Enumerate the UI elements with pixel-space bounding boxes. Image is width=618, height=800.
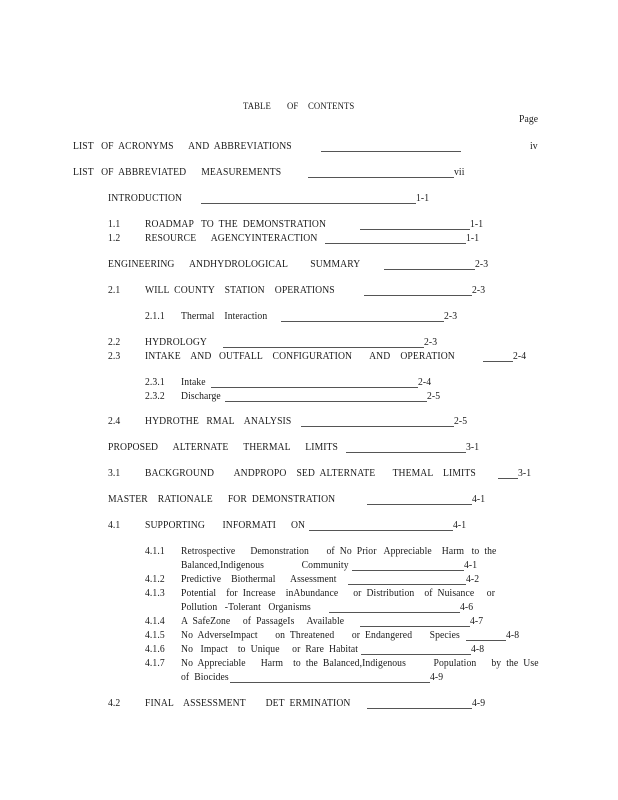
toc-entry-page: 2-3 [444, 311, 458, 322]
toc-entry-page: 4-7 [470, 616, 484, 627]
toc-entry-label: A SafeZone of PassageIs Available [181, 616, 345, 627]
leader-line [346, 452, 466, 453]
toc-entry-label: WILL COUNTY STATION OPERATIONS [145, 285, 335, 296]
toc-entry-number: 4.1.5 [145, 630, 165, 641]
toc-entry-page: 2-3 [475, 259, 489, 270]
toc-entry-page: 4-8 [506, 630, 520, 641]
leader-line [281, 321, 444, 322]
leader-line [301, 426, 454, 427]
toc-entry-label: Discharge [181, 391, 221, 402]
toc-entry-number: 4.1.3 [145, 588, 165, 599]
toc-entry-number: 4.1.6 [145, 644, 165, 655]
leader-line [223, 347, 424, 348]
toc-entry-page: 2-4 [513, 351, 527, 362]
leader-line [367, 504, 472, 505]
toc-entry-page: 4-8 [471, 644, 485, 655]
toc-entry-label: LIST OF ABBREVIATED MEASUREMENTS [73, 167, 282, 178]
toc-entry-label: SUPPORTING INFORMATI ON [145, 520, 306, 531]
toc-title-of: OF [287, 102, 299, 112]
toc-entry-number: 4.1 [108, 520, 121, 531]
leader-line [225, 401, 427, 402]
toc-entry-number: 2.4 [108, 416, 121, 427]
toc-entry-number: 4.1.1 [145, 546, 165, 557]
toc-entry-label: No AdverseImpact on Threatened or Endangered Species [181, 630, 460, 641]
toc-entry-page: 3-1 [518, 468, 532, 479]
toc-entry-label: MASTER RATIONALE FOR DEMONSTRATION [108, 494, 336, 505]
toc-entry-page: 3-1 [466, 442, 480, 453]
toc-entry-label-continued: Pollution -Tolerant Organisms [181, 602, 311, 613]
leader-line [308, 177, 454, 178]
toc-entry-page: 4-1 [464, 560, 478, 571]
toc-entry-number: 2.1.1 [145, 311, 165, 322]
toc-entry-number: 4.1.2 [145, 574, 165, 585]
toc-entry-number: 1.1 [108, 219, 121, 230]
toc-entry-number: 1.2 [108, 233, 121, 244]
toc-entry-page: 2-5 [454, 416, 468, 427]
leader-line [309, 530, 453, 531]
toc-entry-page: iv [530, 141, 538, 152]
toc-entry-label: No Impact to Unique or Rare Habitat [181, 644, 359, 655]
toc-entry-label: Thermal Interaction [181, 311, 268, 322]
leader-line [230, 682, 430, 683]
toc-entry-label: INTAKE AND OUTFALL CONFIGURATION AND OPERATION [145, 351, 455, 362]
toc-entry-page: 4-6 [460, 602, 474, 613]
toc-entry-label: LIST OF ACRONYMS AND ABBREVIATIONS [73, 141, 292, 152]
toc-entry-number: 4.1.4 [145, 616, 165, 627]
leader-line [367, 708, 472, 709]
toc-entry-number: 4.2 [108, 698, 121, 709]
toc-entry-number: 2.2 [108, 337, 121, 348]
toc-entry-label-continued: of Biocides [181, 672, 229, 683]
toc-entry-page: 4-9 [472, 698, 486, 709]
toc-entry-page: 2-3 [424, 337, 438, 348]
leader-line [348, 584, 466, 585]
leader-line [364, 295, 472, 296]
toc-entry-label: ENGINEERING ANDHYDROLOGICAL SUMMARY [108, 259, 361, 270]
leader-line [384, 269, 475, 270]
toc-entry-page: 1-1 [466, 233, 480, 244]
leader-line [498, 478, 518, 479]
toc-entry-label: RESOURCE AGENCYINTERACTION [145, 233, 318, 244]
toc-entry-label: INTRODUCTION [108, 193, 183, 204]
toc-entry-number: 3.1 [108, 468, 121, 479]
toc-title-contents: CONTENTS [308, 102, 355, 112]
toc-entry-page: 1-1 [470, 219, 484, 230]
toc-entry-label: Predictive Biothermal Assessment [181, 574, 337, 585]
toc-entry-label: FINAL ASSESSMENT DET ERMINATION [145, 698, 351, 709]
toc-entry-page: 2-3 [472, 285, 486, 296]
leader-line [325, 243, 466, 244]
toc-entry-label: Retrospective Demonstration of No Prior Appreciable Harm to the [181, 546, 497, 557]
toc-entry-label: PROPOSED ALTERNATE THERMAL LIMITS [108, 442, 339, 453]
toc-entry-page: 2-4 [418, 377, 432, 388]
leader-line [483, 361, 513, 362]
toc-entry-label: Potential for Increase inAbundance or Distribution of Nuisance or [181, 588, 496, 599]
toc-entry-page: 1-1 [416, 193, 430, 204]
toc-entry-page: 4-1 [453, 520, 467, 531]
toc-entry-label: Intake [181, 377, 206, 388]
leader-line [201, 203, 416, 204]
leader-line [329, 612, 460, 613]
leader-line [466, 640, 506, 641]
toc-entry-page: 4-2 [466, 574, 480, 585]
toc-entry-number: 2.3 [108, 351, 121, 362]
leader-line [360, 229, 470, 230]
leader-line [352, 570, 464, 571]
toc-entry-number: 2.1 [108, 285, 121, 296]
leader-line [360, 626, 470, 627]
page-column-label: Page [519, 114, 539, 125]
toc-entry-number: 2.3.1 [145, 377, 165, 388]
toc-entry-label: HYDROTHE RMAL ANALYSIS [145, 416, 292, 427]
leader-line [361, 654, 471, 655]
leader-line [211, 387, 418, 388]
toc-title-table: TABLE [243, 102, 271, 112]
toc-entry-page: 4-1 [472, 494, 486, 505]
toc-entry-label: HYDROLOGY [145, 337, 208, 348]
toc-entry-label: ROADMAP TO THE DEMONSTRATION [145, 219, 327, 230]
toc-entry-label: BACKGROUND ANDPROPO SED ALTERNATE THEMAL LIMITS [145, 468, 476, 479]
toc-entry-number: 4.1.7 [145, 658, 165, 669]
toc-entry-page: 2-5 [427, 391, 441, 402]
toc-entry-page: vii [454, 167, 465, 178]
leader-line [321, 151, 461, 152]
toc-entry-label-continued: Balanced,Indigenous Community [181, 560, 349, 571]
toc-entry-number: 2.3.2 [145, 391, 165, 402]
toc-entry-label: No Appreciable Harm to the Balanced,Indigenous Population by the Use [181, 658, 539, 669]
toc-entry-page: 4-9 [430, 672, 444, 683]
